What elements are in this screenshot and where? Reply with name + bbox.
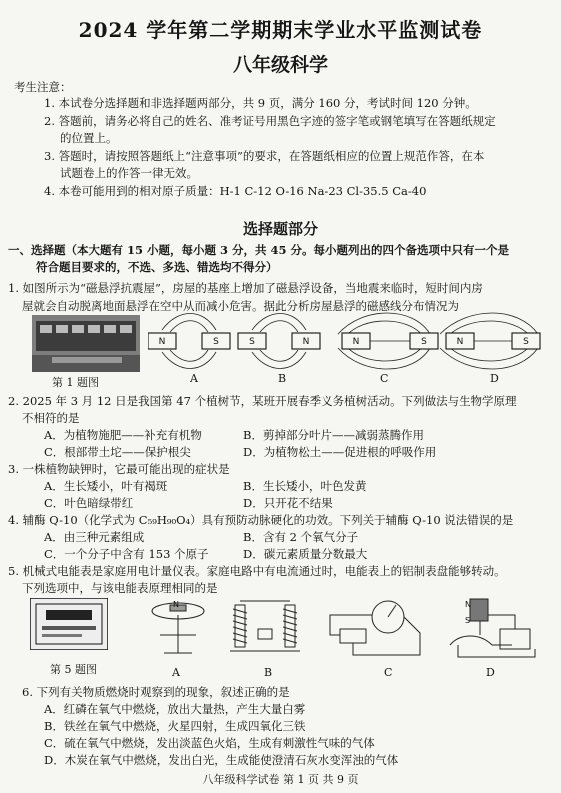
option: B．铁丝在氧气中燃烧，火星四射，生成四氧化三铁 bbox=[44, 719, 306, 733]
option: B．含有 2 个氧气分子 bbox=[243, 530, 359, 544]
svg-text:N: N bbox=[352, 337, 360, 347]
part-instructions: 一、选择题（本大题有 15 小题，每小题 3 分，共 45 分。每小题列出的四个备选项中只有一个是 bbox=[8, 243, 510, 257]
option: D．碳元素质量分数最大 bbox=[243, 547, 368, 561]
question-1-stem: 屋就会自动脱离地面悬浮在空中从而减小危害。据此分析房屋悬浮的磁感线分布情况为 bbox=[22, 299, 459, 313]
question-2-stem: 2. 2025 年 3 月 12 日是我国第 47 个植树节，某班开展春季义务植树活动。下列做法与生物学原理 bbox=[8, 394, 517, 408]
question-5-stem: 下列选项中，与该电能表原理相同的是 bbox=[22, 581, 218, 595]
option: A．红磷在氧气中燃烧，放出大量热，产生大量白雾 bbox=[44, 702, 306, 716]
option: B．剪掉部分叶片——减弱蒸腾作用 bbox=[243, 428, 424, 442]
notice-heading: 考生注意： bbox=[14, 80, 72, 94]
levitating-house-photo bbox=[32, 315, 140, 372]
svg-text:N: N bbox=[456, 337, 464, 347]
option: D．只开花不结果 bbox=[243, 496, 333, 510]
option: C．根部带土坨——保护根尖 bbox=[44, 445, 191, 459]
figure-caption: 第 1 题图 bbox=[52, 376, 99, 389]
svg-text:S: S bbox=[421, 337, 427, 347]
option: C．一个分子中含有 153 个原子 bbox=[44, 547, 209, 561]
option-label: C bbox=[380, 372, 389, 385]
option-label: B bbox=[264, 666, 273, 679]
page-footer: 八年级科学试卷 第 1 页 共 9 页 bbox=[202, 773, 359, 786]
notice-item: 2. 答题前，请务必将自己的姓名、准考证号用黑色字迹的签字笔或钢笔填写在答题纸规定 bbox=[44, 114, 496, 128]
svg-text:S: S bbox=[249, 337, 255, 347]
svg-text:S: S bbox=[523, 337, 529, 347]
option: C．叶色暗绿带红 bbox=[44, 496, 134, 510]
exam-subtitle: 八年级科学 bbox=[232, 54, 328, 76]
option-label: B bbox=[278, 372, 287, 385]
option: A．由三种元素组成 bbox=[44, 530, 145, 544]
svg-text:N: N bbox=[173, 600, 179, 609]
electric-meter-image bbox=[30, 598, 108, 650]
notice-item: 1. 本试卷分选择题和非选择题两部分，共 9 页，满分 160 分，考试时间 120 分钟。 bbox=[44, 96, 477, 110]
notice-item: 4. 本卷可能用到的相对原子质量：H-1 C-12 O-16 Na-23 Cl-35.5 Ca-40 bbox=[44, 184, 427, 198]
svg-text:N: N bbox=[302, 337, 310, 347]
exam-title: 2024 学年第二学期期末学业水平监测试卷 bbox=[78, 18, 483, 42]
option-label: A bbox=[190, 372, 198, 385]
option: D．木炭在氧气中燃烧，发出白光，生成能使澄清石灰水变浑浊的气体 bbox=[44, 753, 399, 767]
option-label: C bbox=[384, 666, 393, 679]
option: C．硫在氧气中燃烧，发出淡蓝色火焰，生成有刺激性气味的气体 bbox=[44, 736, 375, 750]
option: A．生长矮小，叶有褐斑 bbox=[44, 479, 168, 493]
part-instructions: 符合题目要求的，不选、多选、错选均不得分） bbox=[36, 260, 278, 274]
svg-text:N: N bbox=[465, 600, 471, 609]
notice-item: 试题卷上的作答一律无效。 bbox=[60, 166, 198, 180]
option: B．生长矮小，叶色发黄 bbox=[243, 479, 367, 493]
question-1-stem: 1. 如图所示为“磁悬浮抗震屋”，房屋的基座上增加了磁悬浮设备，当地震来临时，短时间内房 bbox=[8, 281, 483, 295]
svg-text:N: N bbox=[158, 337, 166, 347]
question-4-stem: 4. 辅酶 Q-10（化学式为 C₅₉H₉₀O₄）具有预防动脉硬化的功效。下列关于辅酶 Q-10 说法错误的是 bbox=[8, 513, 514, 527]
option-label: D bbox=[486, 666, 495, 679]
option-label: A bbox=[172, 666, 180, 679]
magnetic-field-options bbox=[148, 312, 548, 372]
question-2-stem: 不相符的是 bbox=[22, 411, 80, 425]
svg-text:S: S bbox=[213, 337, 219, 347]
question-3-stem: 3. 一株植物缺钾时，它最可能出现的症状是 bbox=[8, 462, 230, 476]
option-label: D bbox=[490, 372, 499, 385]
question-6-stem: 6. 下列有关物质燃烧时观察到的现象，叙述正确的是 bbox=[22, 685, 290, 699]
meter-principle-options bbox=[140, 595, 550, 665]
figure-caption: 第 5 题图 bbox=[50, 663, 97, 676]
option: D．为植物松土——促进根的呼吸作用 bbox=[243, 445, 437, 459]
option: A．为植物施肥——补充有机物 bbox=[44, 428, 202, 442]
notice-item: 的位置上。 bbox=[60, 131, 118, 145]
section-title: 选择题部分 bbox=[242, 220, 318, 238]
notice-item: 3. 答题时，请按照答题纸上“注意事项”的要求，在答题纸相应的位置上规范作答，在本 bbox=[44, 149, 485, 163]
svg-text:S: S bbox=[465, 616, 471, 625]
question-5-stem: 5. 机械式电能表是家庭用电计量仪表。家庭电路中有电流通过时，电能表上的铝制表盘能够转动。 bbox=[8, 564, 506, 578]
